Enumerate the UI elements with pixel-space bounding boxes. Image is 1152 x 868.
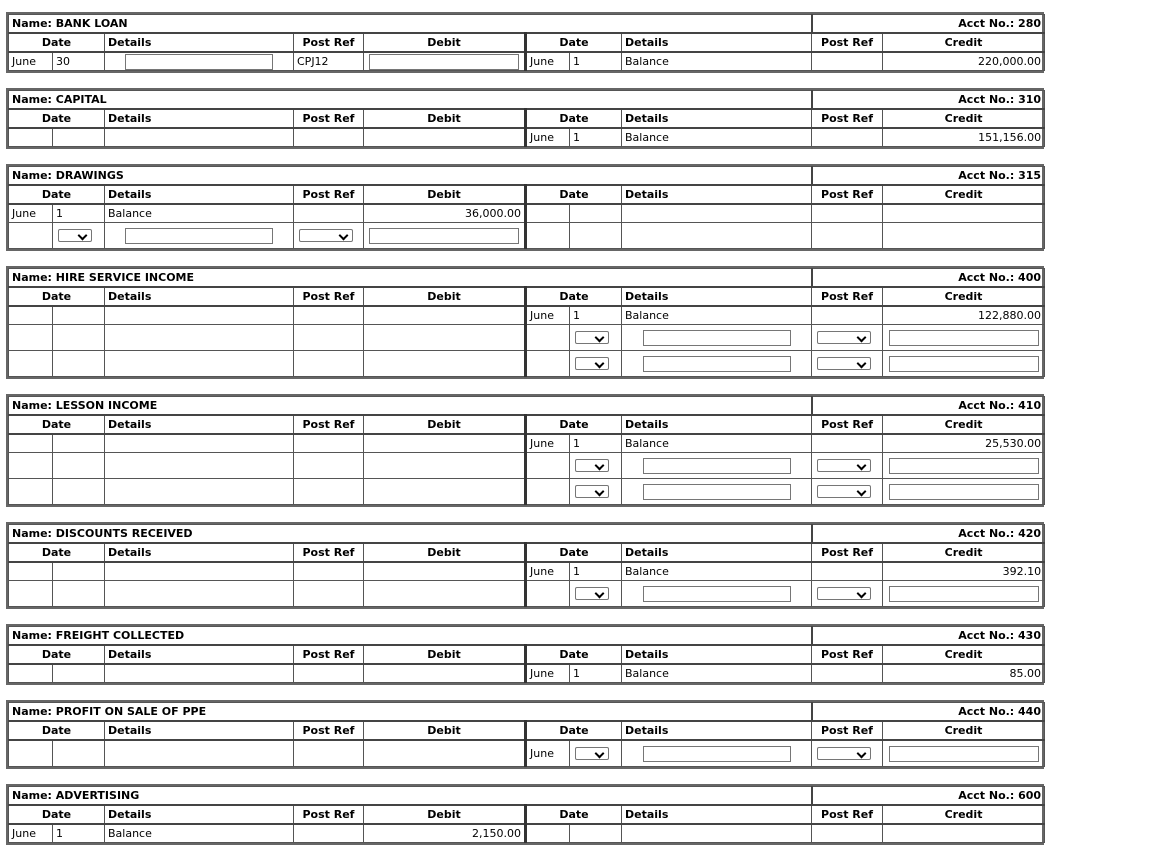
- header-date: Date: [526, 109, 622, 128]
- credit-date-month: June: [526, 52, 570, 71]
- credit-date-day: 1: [570, 562, 622, 581]
- credit-date-day: 1: [570, 52, 622, 71]
- account-number: Acct No.: 400: [812, 269, 1045, 288]
- credit-post-ref: [812, 223, 883, 249]
- account-name: Name: DISCOUNTS RECEIVED: [9, 525, 812, 544]
- debit-post-ref: [294, 562, 364, 581]
- debit-amount: [364, 306, 526, 325]
- credit-amount: 220,000.00: [883, 52, 1045, 71]
- header-post-ref: Post Ref: [294, 645, 364, 664]
- header-details: Details: [622, 415, 812, 434]
- credit-date-month: [526, 479, 570, 505]
- credit-details[interactable]: [622, 325, 812, 351]
- debit-date-day: [53, 740, 105, 767]
- credit-post-ref-select[interactable]: [817, 357, 871, 370]
- credit-details: [622, 204, 812, 223]
- credit-amount: [883, 824, 1045, 843]
- header-details: Details: [105, 109, 294, 128]
- credit-details[interactable]: [622, 740, 812, 767]
- debit-date-day: 1: [53, 204, 105, 223]
- ledger-row: [9, 128, 1045, 147]
- debit-date-day: [53, 128, 105, 147]
- credit-date-month: June: [526, 434, 570, 453]
- debit-post-ref: [294, 434, 364, 453]
- credit-post-ref: [812, 52, 883, 71]
- credit-amount: 85.00: [883, 664, 1045, 683]
- debit-details: [105, 434, 294, 453]
- header-date: Date: [526, 415, 622, 434]
- credit-date-day: [570, 824, 622, 843]
- header-post-ref: Post Ref: [294, 805, 364, 824]
- credit-amount: 151,156.00: [883, 128, 1045, 147]
- ledger-row: [9, 223, 1045, 249]
- credit-details-input[interactable]: [643, 746, 791, 762]
- credit-details[interactable]: [622, 351, 812, 377]
- debit-post-ref: [294, 581, 364, 607]
- debit-date-month: [9, 223, 53, 249]
- debit-date-day: [53, 453, 105, 479]
- account-number: Acct No.: 315: [812, 167, 1045, 186]
- credit-date-month: [526, 204, 570, 223]
- ledger-row: [9, 581, 1045, 607]
- debit-post-ref: [294, 351, 364, 377]
- credit-date-month: [526, 223, 570, 249]
- header-post-ref: Post Ref: [294, 185, 364, 204]
- header-details: Details: [622, 805, 812, 824]
- account-ledger: [6, 164, 1044, 251]
- credit-amount: 392.10: [883, 562, 1045, 581]
- debit-amount: 2,150.00: [364, 824, 526, 843]
- credit-post-ref: [812, 128, 883, 147]
- header-date: Date: [526, 185, 622, 204]
- header-date: Date: [526, 33, 622, 52]
- debit-amount: [364, 351, 526, 377]
- credit-details-input[interactable]: [643, 586, 791, 602]
- debit-amount: [364, 128, 526, 147]
- credit-post-ref-select[interactable]: [817, 485, 871, 498]
- credit-details[interactable]: [622, 453, 812, 479]
- credit-amount[interactable]: [883, 479, 1045, 505]
- credit-date-day-select[interactable]: [575, 357, 609, 370]
- debit-date-day: [53, 434, 105, 453]
- header-details: Details: [105, 805, 294, 824]
- header-details: Details: [105, 543, 294, 562]
- header-debit: Debit: [364, 185, 526, 204]
- credit-post-ref[interactable]: [812, 479, 883, 505]
- credit-date-day-select[interactable]: [575, 485, 609, 498]
- header-debit: Debit: [364, 33, 526, 52]
- debit-date-month: [9, 740, 53, 767]
- debit-date-day: [53, 351, 105, 377]
- ledger-row: [9, 740, 1045, 767]
- header-details: Details: [622, 721, 812, 740]
- credit-details: Balance: [622, 664, 812, 683]
- credit-date-day: [570, 223, 622, 249]
- credit-post-ref: [812, 434, 883, 453]
- header-date: Date: [526, 645, 622, 664]
- debit-post-ref: [294, 664, 364, 683]
- header-date: Date: [526, 721, 622, 740]
- header-post-ref: Post Ref: [812, 543, 883, 562]
- account-ledger: [6, 266, 1044, 379]
- debit-date-month: [9, 479, 53, 505]
- header-details: Details: [622, 109, 812, 128]
- account-name: Name: LESSON INCOME: [9, 397, 812, 416]
- credit-post-ref-select[interactable]: [817, 459, 871, 472]
- ledger-row: [9, 204, 1045, 223]
- credit-date-day-select[interactable]: [575, 747, 609, 760]
- account-name: Name: CAPITAL: [9, 91, 812, 110]
- header-credit: Credit: [883, 645, 1045, 664]
- credit-post-ref[interactable]: [812, 453, 883, 479]
- header-post-ref: Post Ref: [812, 721, 883, 740]
- debit-date-month: [9, 562, 53, 581]
- credit-post-ref: [812, 824, 883, 843]
- credit-amount-input[interactable]: [889, 586, 1039, 602]
- credit-date-day-select[interactable]: [575, 331, 609, 344]
- header-debit: Debit: [364, 721, 526, 740]
- credit-details-input[interactable]: [643, 484, 791, 500]
- header-date: Date: [9, 721, 105, 740]
- debit-details: [105, 581, 294, 607]
- debit-date-day: 30: [53, 52, 105, 71]
- credit-date-month: [526, 351, 570, 377]
- debit-details-input[interactable]: [125, 228, 273, 244]
- credit-details: [622, 824, 812, 843]
- credit-amount: 25,530.00: [883, 434, 1045, 453]
- credit-date-day-select[interactable]: [575, 459, 609, 472]
- credit-post-ref-select[interactable]: [817, 747, 871, 760]
- credit-amount: [883, 204, 1045, 223]
- account-name: Name: ADVERTISING: [9, 787, 812, 806]
- debit-post-ref[interactable]: [294, 223, 364, 249]
- account-name: Name: FREIGHT COLLECTED: [9, 627, 812, 646]
- credit-date-day: 1: [570, 434, 622, 453]
- debit-date-month: [9, 581, 53, 607]
- header-post-ref: Post Ref: [812, 287, 883, 306]
- debit-post-ref-select[interactable]: [299, 229, 353, 242]
- account-ledger: [6, 700, 1044, 769]
- credit-date-month: June: [526, 562, 570, 581]
- header-credit: Credit: [883, 185, 1045, 204]
- debit-details: [105, 479, 294, 505]
- header-details: Details: [105, 33, 294, 52]
- header-date: Date: [9, 109, 105, 128]
- credit-date-day: 1: [570, 664, 622, 683]
- account-name: Name: PROFIT ON SALE OF PPE: [9, 703, 812, 722]
- debit-details: Balance: [105, 824, 294, 843]
- account-ledger: [6, 394, 1044, 507]
- debit-amount[interactable]: [364, 223, 526, 249]
- credit-date-day[interactable]: [570, 581, 622, 607]
- header-post-ref: Post Ref: [812, 33, 883, 52]
- debit-amount[interactable]: [364, 52, 526, 71]
- account-number: Acct No.: 600: [812, 787, 1045, 806]
- credit-amount[interactable]: [883, 581, 1045, 607]
- debit-date-month: [9, 664, 53, 683]
- account-number: Acct No.: 430: [812, 627, 1045, 646]
- header-post-ref: Post Ref: [812, 109, 883, 128]
- credit-post-ref: [812, 562, 883, 581]
- credit-details: [622, 223, 812, 249]
- header-details: Details: [622, 33, 812, 52]
- credit-date-month: [526, 581, 570, 607]
- header-post-ref: Post Ref: [812, 805, 883, 824]
- debit-post-ref: [294, 453, 364, 479]
- account-ledger: [6, 12, 1044, 73]
- debit-date-day-select[interactable]: [58, 229, 92, 242]
- ledger-row: [9, 824, 1045, 843]
- credit-date-day-select[interactable]: [575, 587, 609, 600]
- header-post-ref: Post Ref: [294, 415, 364, 434]
- header-debit: Debit: [364, 645, 526, 664]
- debit-details: [105, 740, 294, 767]
- debit-amount: [364, 562, 526, 581]
- credit-amount-input[interactable]: [889, 330, 1039, 346]
- account-ledger: [6, 784, 1044, 845]
- header-post-ref: Post Ref: [294, 33, 364, 52]
- header-details: Details: [105, 287, 294, 306]
- ledger-row: [9, 562, 1045, 581]
- debit-date-day: 1: [53, 824, 105, 843]
- debit-date-month: [9, 434, 53, 453]
- ledger-row: [9, 325, 1045, 351]
- debit-post-ref: [294, 479, 364, 505]
- debit-date-month: June: [9, 52, 53, 71]
- account-name: Name: HIRE SERVICE INCOME: [9, 269, 812, 288]
- header-details: Details: [105, 645, 294, 664]
- credit-date-month: June: [526, 128, 570, 147]
- header-details: Details: [105, 721, 294, 740]
- debit-details: [105, 351, 294, 377]
- header-post-ref: Post Ref: [812, 645, 883, 664]
- header-post-ref: Post Ref: [812, 185, 883, 204]
- credit-date-month: [526, 453, 570, 479]
- header-post-ref: Post Ref: [294, 109, 364, 128]
- debit-post-ref: [294, 325, 364, 351]
- credit-details: Balance: [622, 52, 812, 71]
- header-post-ref: Post Ref: [294, 287, 364, 306]
- credit-post-ref: [812, 306, 883, 325]
- header-details: Details: [105, 185, 294, 204]
- account-number: Acct No.: 420: [812, 525, 1045, 544]
- header-date: Date: [9, 645, 105, 664]
- header-credit: Credit: [883, 33, 1045, 52]
- account-ledger: [6, 88, 1044, 149]
- ledger-row: [9, 434, 1045, 453]
- header-date: Date: [9, 287, 105, 306]
- debit-post-ref: CPJ12: [294, 52, 364, 71]
- header-date: Date: [526, 287, 622, 306]
- debit-date-day[interactable]: [53, 223, 105, 249]
- header-debit: Debit: [364, 543, 526, 562]
- credit-amount: 122,880.00: [883, 306, 1045, 325]
- debit-amount: 36,000.00: [364, 204, 526, 223]
- debit-details: [105, 128, 294, 147]
- debit-details[interactable]: [105, 223, 294, 249]
- header-details: Details: [622, 287, 812, 306]
- credit-details: Balance: [622, 562, 812, 581]
- credit-date-month: June: [526, 306, 570, 325]
- credit-amount-input[interactable]: [889, 458, 1039, 474]
- header-debit: Debit: [364, 287, 526, 306]
- ledger-row: [9, 52, 1045, 71]
- credit-post-ref[interactable]: [812, 325, 883, 351]
- account-ledger: [6, 522, 1044, 609]
- debit-details: [105, 453, 294, 479]
- credit-post-ref[interactable]: [812, 351, 883, 377]
- ledger-row: [9, 306, 1045, 325]
- credit-date-month: [526, 824, 570, 843]
- header-credit: Credit: [883, 109, 1045, 128]
- header-post-ref: Post Ref: [294, 721, 364, 740]
- credit-date-day[interactable]: [570, 325, 622, 351]
- credit-date-day[interactable]: [570, 479, 622, 505]
- credit-details-input[interactable]: [643, 330, 791, 346]
- ledger-row: [9, 664, 1045, 683]
- credit-amount-input[interactable]: [889, 356, 1039, 372]
- debit-amount: [364, 453, 526, 479]
- header-credit: Credit: [883, 721, 1045, 740]
- debit-amount: [364, 479, 526, 505]
- credit-amount[interactable]: [883, 325, 1045, 351]
- account-ledger: [6, 624, 1044, 685]
- debit-amount: [364, 434, 526, 453]
- debit-date-month: [9, 306, 53, 325]
- credit-details-input[interactable]: [643, 458, 791, 474]
- debit-details: [105, 325, 294, 351]
- credit-date-day: 1: [570, 306, 622, 325]
- account-name: Name: DRAWINGS: [9, 167, 812, 186]
- debit-date-month: June: [9, 204, 53, 223]
- account-number: Acct No.: 310: [812, 91, 1045, 110]
- debit-details[interactable]: [105, 52, 294, 71]
- debit-amount: [364, 325, 526, 351]
- credit-post-ref[interactable]: [812, 740, 883, 767]
- credit-details[interactable]: [622, 479, 812, 505]
- credit-details-input[interactable]: [643, 356, 791, 372]
- debit-details-input[interactable]: [125, 54, 273, 70]
- credit-date-day[interactable]: [570, 453, 622, 479]
- header-debit: Debit: [364, 805, 526, 824]
- credit-post-ref-select[interactable]: [817, 587, 871, 600]
- debit-details: [105, 562, 294, 581]
- ledger-row: [9, 453, 1045, 479]
- header-details: Details: [105, 415, 294, 434]
- credit-post-ref: [812, 664, 883, 683]
- credit-date-day[interactable]: [570, 351, 622, 377]
- credit-date-day[interactable]: [570, 740, 622, 767]
- credit-amount[interactable]: [883, 453, 1045, 479]
- debit-date-month: [9, 325, 53, 351]
- debit-post-ref: [294, 740, 364, 767]
- debit-amount: [364, 664, 526, 683]
- header-details: Details: [622, 543, 812, 562]
- header-date: Date: [9, 805, 105, 824]
- credit-details[interactable]: [622, 581, 812, 607]
- header-debit: Debit: [364, 415, 526, 434]
- credit-amount-input[interactable]: [889, 484, 1039, 500]
- debit-date-day: [53, 306, 105, 325]
- credit-details: Balance: [622, 434, 812, 453]
- header-credit: Credit: [883, 543, 1045, 562]
- header-post-ref: Post Ref: [812, 415, 883, 434]
- debit-post-ref: [294, 824, 364, 843]
- header-date: Date: [9, 543, 105, 562]
- debit-amount-input[interactable]: [369, 54, 519, 70]
- header-credit: Credit: [883, 287, 1045, 306]
- credit-date-month: June: [526, 740, 570, 767]
- header-credit: Credit: [883, 805, 1045, 824]
- debit-details: [105, 306, 294, 325]
- debit-date-day: [53, 581, 105, 607]
- credit-details: Balance: [622, 306, 812, 325]
- header-debit: Debit: [364, 109, 526, 128]
- header-date: Date: [9, 415, 105, 434]
- debit-amount-input[interactable]: [369, 228, 519, 244]
- account-name: Name: BANK LOAN: [9, 15, 812, 34]
- credit-date-month: [526, 325, 570, 351]
- header-post-ref: Post Ref: [294, 543, 364, 562]
- debit-date-month: June: [9, 824, 53, 843]
- credit-post-ref[interactable]: [812, 581, 883, 607]
- credit-date-month: June: [526, 664, 570, 683]
- debit-date-day: [53, 562, 105, 581]
- debit-date-day: [53, 325, 105, 351]
- header-date: Date: [9, 185, 105, 204]
- credit-amount-input[interactable]: [889, 746, 1039, 762]
- debit-amount: [364, 740, 526, 767]
- header-details: Details: [622, 645, 812, 664]
- debit-details: Balance: [105, 204, 294, 223]
- debit-amount: [364, 581, 526, 607]
- account-number: Acct No.: 440: [812, 703, 1045, 722]
- debit-post-ref: [294, 306, 364, 325]
- credit-amount[interactable]: [883, 351, 1045, 377]
- debit-date-month: [9, 351, 53, 377]
- credit-details: Balance: [622, 128, 812, 147]
- debit-details: [105, 664, 294, 683]
- credit-post-ref: [812, 204, 883, 223]
- ledger-accounts: [6, 12, 1044, 860]
- debit-post-ref: [294, 204, 364, 223]
- credit-post-ref-select[interactable]: [817, 331, 871, 344]
- debit-post-ref: [294, 128, 364, 147]
- account-number: Acct No.: 410: [812, 397, 1045, 416]
- credit-date-day: 1: [570, 128, 622, 147]
- ledger-row: [9, 479, 1045, 505]
- ledger-row: [9, 351, 1045, 377]
- header-date: Date: [526, 543, 622, 562]
- header-date: Date: [526, 805, 622, 824]
- debit-date-month: [9, 453, 53, 479]
- debit-date-month: [9, 128, 53, 147]
- credit-amount[interactable]: [883, 740, 1045, 767]
- debit-date-day: [53, 664, 105, 683]
- account-number: Acct No.: 280: [812, 15, 1045, 34]
- credit-date-day: [570, 204, 622, 223]
- debit-date-day: [53, 479, 105, 505]
- header-credit: Credit: [883, 415, 1045, 434]
- header-details: Details: [622, 185, 812, 204]
- credit-amount: [883, 223, 1045, 249]
- header-date: Date: [9, 33, 105, 52]
